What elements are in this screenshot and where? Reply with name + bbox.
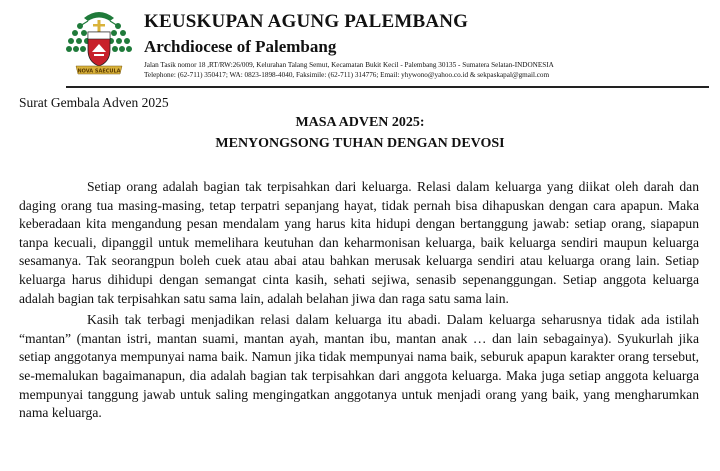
paragraph: Kasih tak terbagi menjadikan relasi dalam keluarga itu abadi. Dalam keluarga seharusnya tidak ada istilah “mantan” (mantan istri, mantan suami, mantan ayah, mantan ibu, mantan anak … dan lain sebagainya). Syukurlah jika setiap anggotanya mempunyai nama baik. Namun jika tidak mempunyai nama baik, seburuk apapun karakter orang tersebut, se-memalukan bagaimanapun, dia adalah bagian tak terpisahkan dari anggota keluarga. Maka juga setiap anggota keluarga mempunyai tanggung jawab untuk saling mengingatkan anggotanya untuk menjadi orang yang baik, yang mengharumkan nama keluarga.: [19, 312, 699, 421]
letterhead-divider: [66, 86, 709, 88]
letterhead: [66, 4, 706, 86]
archdiocese-crest-icon: [66, 8, 132, 78]
document-title: MASA ADVEN 2025:: [295, 115, 425, 130]
contact-line: Telephone: (62-711) 350417; WA: 0823-1898-4040, Faksimile: (62-711) 314776; Email: yhywono@yahoo.co.id & sekpaskapal@gmail.com: [144, 71, 550, 79]
organization-name-english: Archdiocese of Palembang: [144, 37, 337, 56]
crest-motto: NOVA SAECULA: [77, 68, 121, 75]
document-subtitle: MENYONGSONG TUHAN DENGAN DEVOSI: [215, 136, 505, 151]
address-block: [144, 60, 554, 80]
organization-name: KEUSKUPAN AGUNG PALEMBANG: [144, 11, 469, 32]
address-line: Jalan Tasik nomor 18 ,RT/RW:26/009, Kelurahan Talang Semut, Kecamatan Bukit Kecil - Palembang 30135 - Sumatera Selatan-INDONESIA: [144, 61, 554, 69]
letter-body: [19, 178, 699, 426]
paragraph: Setiap orang adalah bagian tak terpisahkan dari keluarga. Relasi dalam keluarga yang diikat oleh darah dan daging orang tua masing-masing, tetap terpatri sepanjang hayat, tidak pernah bisa dihapuskan dengan cara apapun. Maka keberadaan kita mengandung pesan mendalam yang harus kita hidupi dengan bertanggung jawab: setiap orang, siapapun tanpa kecuali, dipanggil untuk memelihara keutuhan dan keharmonisan keluarga, baik keluarga sendiri maupun keluarga sesamanya. Tak seorangpun boleh cuek atau abai atau bahkan merusak keluarga sendiri atau keluarga orang lain. Setiap keluarga harus dihidupi dengan semangat cinta kasih, sehati sejiwa, senasib sepenanggungan. Setiap anggota keluarga adalah bagian tak terpisahkan satu sama lain, adalah belahan jiwa dan raga satu sama lain.: [19, 179, 699, 306]
letter-subject: Surat Gembala Adven 2025: [19, 95, 169, 110]
